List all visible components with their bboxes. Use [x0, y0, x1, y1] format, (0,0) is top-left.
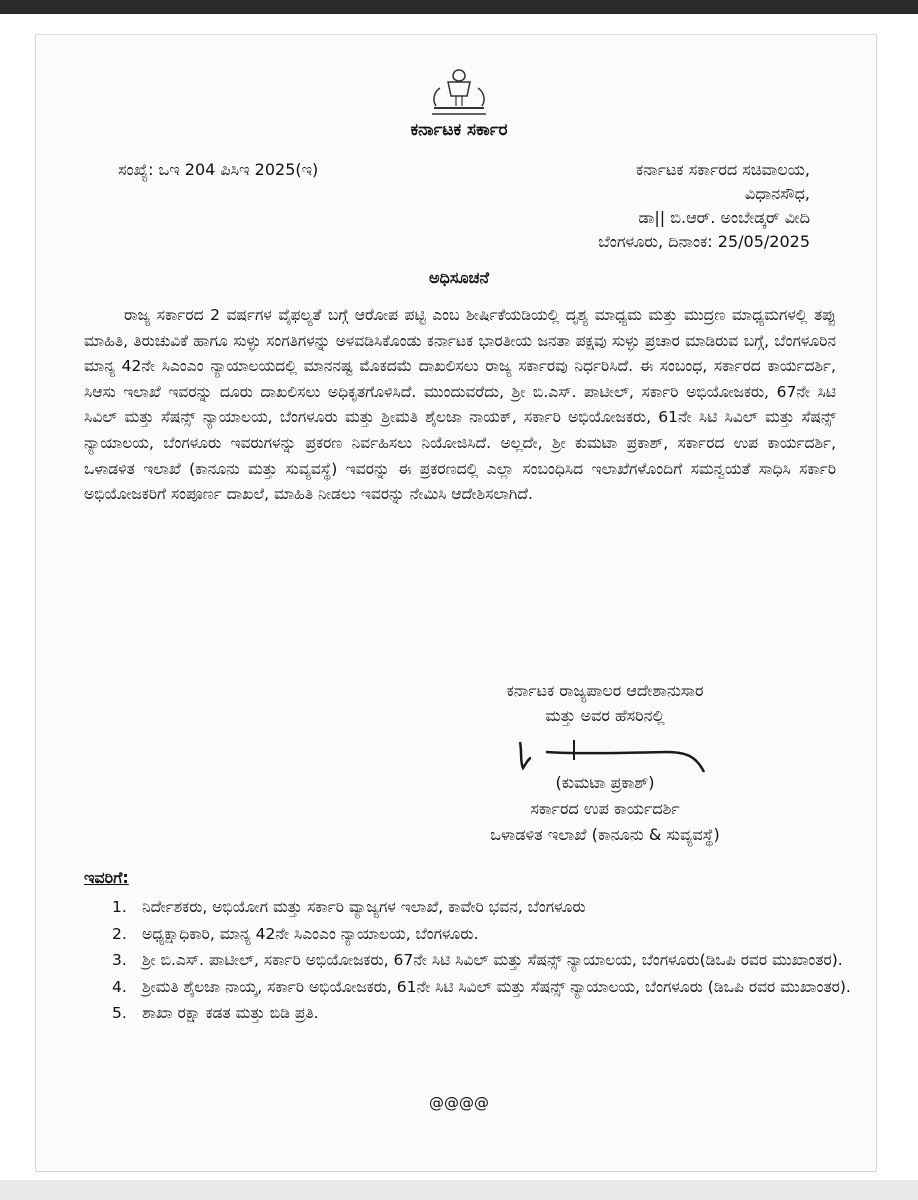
authority-block	[440, 678, 770, 728]
list-item-text: ಶ್ರೀ ಬಿ.ಎಸ್. ಪಾಟೀಲ್, ಸರ್ಕಾರಿ ಅಭಿಯೋಜಕರು, 67ನೇ ಸಿಟಿ ಸಿವಿಲ್ ಮತ್ತು ಸೆಷನ್ಸ್ ನ್ಯಾಯಾಲಯ, ಬೆಂಗಳೂರು(ಡಿಒಪಿ ರವರ ಮುಖಾಂತರ).	[142, 951, 843, 969]
signature	[512, 728, 712, 776]
notification-body: ರಾಜ್ಯ ಸರ್ಕಾರದ 2 ವರ್ಷಗಳ ವೈಫಲ್ಯತೆ ಬಗ್ಗೆ ಆರೋಪ ಪಟ್ಟಿ ಎಂಬ ಶೀರ್ಷಿಕೆಯಡಿಯಲ್ಲಿ ದೃಶ್ಯ ಮಾಧ್ಯಮ ಮತ್ತು ಮುದ್ರಣ ಮಾಧ್ಯಮಗಳಲ್ಲಿ ತಪ್ಪು ಮಾಹಿತಿ, ತಿರುಚುವಿಕೆ ಹಾಗೂ ಸುಳ್ಳು ಸಂಗತಿಗಳನ್ನು ಅಳವಡಿಸಿಕೊಂಡು ಕರ್ನಾಟಕ ಭಾರತೀಯ ಜನತಾ ಪಕ್ಷವು ಸುಳ್ಳು ಪ್ರಚಾರ ಮಾಡಿರುವ ಬಗ್ಗೆ, ಬೆಂಗಳೂರಿನ ಮಾನ್ಯ 42ನೇ ಸಿಎಂಎಂ ನ್ಯಾಯಾಲಯದಲ್ಲಿ ಮಾನನಷ್ಟ ಮೊಕದಮೆ ದಾಖಲಿಸಲು ರಾಜ್ಯ ಸರ್ಕಾರವು ನಿರ್ಧರಿಸಿದೆ. ಈ ಸಂಬಂಧ, ಸರ್ಕಾರದ ಕಾರ್ಯದರ್ಶಿ, ಸಿಆಸು ಇಲಾಖೆ ಇವರನ್ನು ದೂರು ದಾಖಲಿಸಲು ಅಧಿಕೃತಗೊಳಿಸಿದೆ. ಮುಂದುವರೆದು, ಶ್ರೀ ಬಿ.ಎಸ್. ಪಾಟೀಲ್, ಸರ್ಕಾರಿ ಅಭಿಯೋಜಕರು, 67ನೇ ಸಿಟಿ ಸಿವಿಲ್ ಮತ್ತು ಸೆಷನ್ಸ್ ನ್ಯಾಯಾಲಯ, ಬೆಂಗಳೂರು ಮತ್ತು ಶ್ರೀಮತಿ ಶೈಲಜಾ ನಾಯಕ್, ಸರ್ಕಾರಿ ಅಭಿಯೋಜಕರು, 61ನೇ ಸಿಟಿ ಸಿವಿಲ್ ಮತ್ತು ಸೆಷನ್ಸ್ ನ್ಯಾಯಾಲಯ, ಬೆಂಗಳೂರು ಇವರುಗಳನ್ನು ಪ್ರಕರಣ ನಿರ್ವಹಿಸಲು ನಿಯೋಜಿಸಿದೆ. ಅಲ್ಲದೇ, ಶ್ರೀ ಕುಮಟಾ ಪ್ರಕಾಶ್, ಸರ್ಕಾರದ ಉಪ ಕಾರ್ಯದರ್ಶಿ, ಒಳಾಡಳಿತ ಇಲಾಖೆ (ಕಾನೂನು ಮತ್ತು ಸುವ್ಯವಸ್ಥೆ) ಇವರನ್ನು ಈ ಪ್ರಕರಣದಲ್ಲಿ ಎಲ್ಲಾ ಸಂಬಂಧಿಸಿದ ಇಲಾಖೆಗಳೊಂದಿಗೆ ಸಮನ್ವಯತೆ ಸಾಧಿಸಿ ಸರ್ಕಾರಿ ಅಭಿಯೋಜಕರಿಗೆ ಸಂಪೂರ್ಣ ದಾಖಲೆ, ಮಾಹಿತಿ ನೀಡಲು ಇವರನ್ನು ನೇಮಿಸಿ ಆದೇಶಿಸಲಾಗಿದೆ.	[84, 306, 836, 504]
list-item	[112, 976, 858, 1000]
recipients-list	[112, 896, 858, 1029]
list-item	[112, 923, 858, 947]
list-item	[112, 896, 858, 920]
authority-line: ಕರ್ನಾಟಕ ರಾಜ್ಯಪಾಲರ ಆದೇಶಾನುಸಾರ	[506, 681, 704, 700]
list-item	[112, 1002, 858, 1026]
top-bar	[0, 0, 918, 14]
list-item-number: 2.	[112, 924, 127, 943]
signer-block	[410, 770, 800, 848]
address-line: ಡಾ|| ಬಿ.ಆರ್. ಅಂಬೇಡ್ಕರ್ ವೀದಿ	[638, 208, 810, 227]
list-item-number: 4.	[112, 977, 127, 996]
list-item-text: ಶ್ರೀಮತಿ ಶೈಲಜಾ ನಾಯ್ಕ, ಸರ್ಕಾರಿ ಅಭಿಯೋಜಕರು, 61ನೇ ಸಿಟಿ ಸಿವಿಲ್ ಮತ್ತು ಸೆಷನ್ಸ್ ನ್ಯಾಯಾಲಯ, ಬೆಂಗಳೂರು (ಡಿಒಪಿ ರವರ ಮುಖಾಂತರ).	[142, 977, 851, 996]
office-address	[520, 158, 810, 254]
address-line: ವಿಧಾನಸೌಧ,	[744, 184, 810, 203]
list-item-text: ನಿರ್ದೇಶಕರು, ಅಭಿಯೋಗ ಮತ್ತು ಸರ್ಕಾರಿ ವ್ಯಾಜ್ಯಗಳ ಇಲಾಖೆ, ಕಾವೇರಿ ಭವನ, ಬೆಂಗಳೂರು	[142, 898, 586, 916]
list-item-number: 1.	[112, 898, 127, 916]
notification-title: ಅಧಿಸೂಚನೆ	[428, 268, 490, 287]
address-line: ಕರ್ನಾಟಕ ಸರ್ಕಾರದ ಸಚಿವಾಲಯ,	[635, 160, 810, 179]
list-item-text: ಶಾಖಾ ರಕ್ಷಾ ಕಡತ ಮತ್ತು ಬಿಡಿ ಪ್ರತಿ.	[142, 1004, 319, 1022]
list-item-number: 5.	[112, 1004, 127, 1022]
signer-department: ಒಳಾಡಳಿತ ಇಲಾಖೆ (ಕಾನೂನು & ಸುವ್ಯವಸ್ಥೆ)	[490, 825, 720, 844]
list-item-number: 3.	[112, 951, 127, 969]
government-title: ಕರ್ನಾಟಕ ಸರ್ಕಾರ	[410, 120, 508, 140]
authority-line: ಮತ್ತು ಅವರ ಹೆಸರಿನಲ್ಲಿ	[545, 706, 665, 725]
bottom-bar	[0, 1180, 918, 1200]
recipients-label: ಇವರಿಗೆ:	[84, 868, 129, 887]
state-emblem-icon	[426, 66, 492, 122]
end-mark: @@@@	[429, 1094, 489, 1112]
reference-number: ಸಂಖ್ಯೆ: ಒಇ 204 ಪಿಸಿಇ 2025(ಇ)	[118, 160, 319, 179]
address-date-line: ಬೆಂಗಳೂರು, ದಿನಾಂಕ: 25/05/2025	[598, 232, 810, 251]
signer-name: (ಕುಮಟಾ ಪ್ರಕಾಶ್)	[555, 773, 655, 792]
list-item	[112, 949, 858, 973]
list-item-text: ಅಧ್ಯಕ್ಷಾಧಿಕಾರಿ, ಮಾನ್ಯ 42ನೇ ಸಿಎಂಎಂ ನ್ಯಾಯಾಲಯ, ಬೆಂಗಳೂರು.	[142, 924, 479, 943]
signer-designation: ಸರ್ಕಾರದ ಉಪ ಕಾರ್ಯದರ್ಶಿ	[530, 799, 680, 818]
